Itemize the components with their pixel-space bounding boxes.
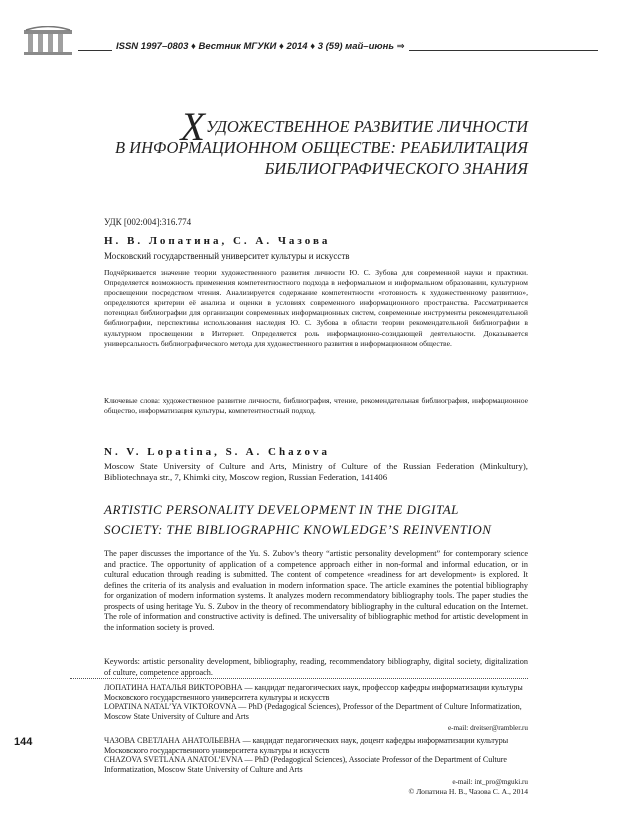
author-info-2-ru: ЧАЗОВА СВЕТЛАНА АНАТОЛЬЕВНА — кандидат педагогических наук, доцент кафедры информатизации культуры Московского государственного университета культуры и искусств bbox=[104, 736, 509, 755]
abstract-ru: Подчёркивается значение теории художественного развития личности Ю. С. Зубова для современной науки и практики. Определяется возможность применения компетентностного подхода в неформальном и информальном образовании, культурном просвещении посредством чтения. Анализируется содержание компетентности «готовность к художественному развитию», определяются критерии её анализа и оценки в условиях современного информационного пространства. Рассматривается потенциал библиографии для организации современных информационных систем, современные инструменты рекомендательной библиографии, перспективы использования наследия Ю. С. Зубова в области теории рекомендательной библиографии в культурном просвещении в Интернет. Определяется роль информационно-созидающей деятельности. Доказывается универсальность библиографического метода для художественного развития в информационном обществе. bbox=[104, 268, 528, 348]
article-title-en bbox=[104, 500, 528, 540]
affiliation-ru: Московский государственный университет культуры и искусств bbox=[104, 251, 350, 261]
author-info-2-en: CHAZOVA SVETLANA ANATOL’EVNA — PhD (Pedagogical Sciences), Associate Professor of the Department of Culture Informatization, Moscow State University of Culture and Arts bbox=[104, 755, 507, 774]
authors-ru: Н. В. Лопатина, С. А. Чазова bbox=[104, 235, 331, 247]
journal-logo-icon bbox=[22, 26, 74, 58]
title-en-line-2: SOCIETY: THE BIBLIOGRAPHIC KNOWLEDGE’S REINVENTION bbox=[104, 522, 492, 537]
journal-header: ISSN 1997–0803 ♦ Вестник МГУКИ ♦ 2014 ♦ 3 (59) май–июнь ⇒ bbox=[112, 41, 409, 52]
title-ru-line-1: УДОЖЕСТВЕННОЕ РАЗВИТИЕ ЛИЧНОСТИ bbox=[205, 117, 528, 136]
article-title-ru bbox=[80, 104, 528, 179]
keywords-ru: Ключевые слова: художественное развитие личности, библиография, чтение, рекомендательная библиография, информационное общество, информатизация культуры, компетентностный подход. bbox=[104, 396, 528, 416]
udk-code: УДК [002:004]:316.774 bbox=[104, 217, 192, 227]
affiliation-en: Moscow State University of Culture and Arts, Ministry of Culture of the Russian Federation (Minkultury), Bibliotechnaya str., 7, Khimki city, Moscow region, Russian Federation, 141406 bbox=[104, 461, 528, 482]
copyright-notice: © Лопатина Н. В., Чазова С. А., 2014 bbox=[408, 787, 528, 796]
author-email-1: e-mail: dreitser@rambler.ru bbox=[447, 724, 528, 732]
title-en-line-1: ARTISTIC PERSONALITY DEVELOPMENT IN THE DIGITAL bbox=[104, 502, 459, 517]
page-number: 144 bbox=[14, 736, 33, 748]
author-info-1-en: LOPATINA NATAL’YA VIKTOROVNA — PhD (Pedagogical Sciences), Professor of the Department of Culture Informatization, Moscow State University of Culture and Arts bbox=[104, 702, 522, 721]
title-ru-line-3: БИБЛИОГРАФИЧЕСКОГО ЗНАНИЯ bbox=[264, 159, 528, 178]
author-info-2 bbox=[104, 736, 528, 774]
title-ru-line-2: В ИНФОРМАЦИОННОМ ОБЩЕСТВЕ: РЕАБИЛИТАЦИЯ bbox=[114, 138, 528, 157]
footnote-divider bbox=[70, 678, 528, 679]
author-email-2: e-mail: int_pro@mguki.ru bbox=[452, 778, 528, 786]
title-drop-cap: Х bbox=[180, 104, 205, 149]
author-info-1 bbox=[104, 683, 528, 721]
author-info-1-ru: ЛОПАТИНА НАТАЛЬЯ ВИКТОРОВНА — кандидат педагогических наук, профессор кафедры информатизации культуры Московского государственного университета культуры и искусств bbox=[104, 683, 523, 702]
keywords-en: Keywords: artistic personality development, bibliography, reading, recommendatory bibliography, digital society, digitalization of culture, competence approach. bbox=[104, 657, 528, 677]
abstract-en: The paper discusses the importance of the Yu. S. Zubov’s theory “artistic personality development” for contemporary science and practice. The opportunity of application of a competence approach either in non-formal and informal education, or in cultural education through reading is submitted. The content of competence «readiness for art development» is explored. It defines the criteria of its analysis and evaluation in modern information space. The article examines the potential bibliography for organization of modern information systems. It analyzes modern recommendatory bibliography tools. The paper studies the prospects of using heritage Yu. S. Zubov in the theory of recommendatory bibliography in the cultural education on the Internet. The role of information and constructive activity is defined. The universality of bibliographic method for artistic development in the information society is proved. bbox=[104, 549, 528, 632]
authors-en: N. V. Lopatina, S. A. Chazova bbox=[104, 446, 330, 458]
